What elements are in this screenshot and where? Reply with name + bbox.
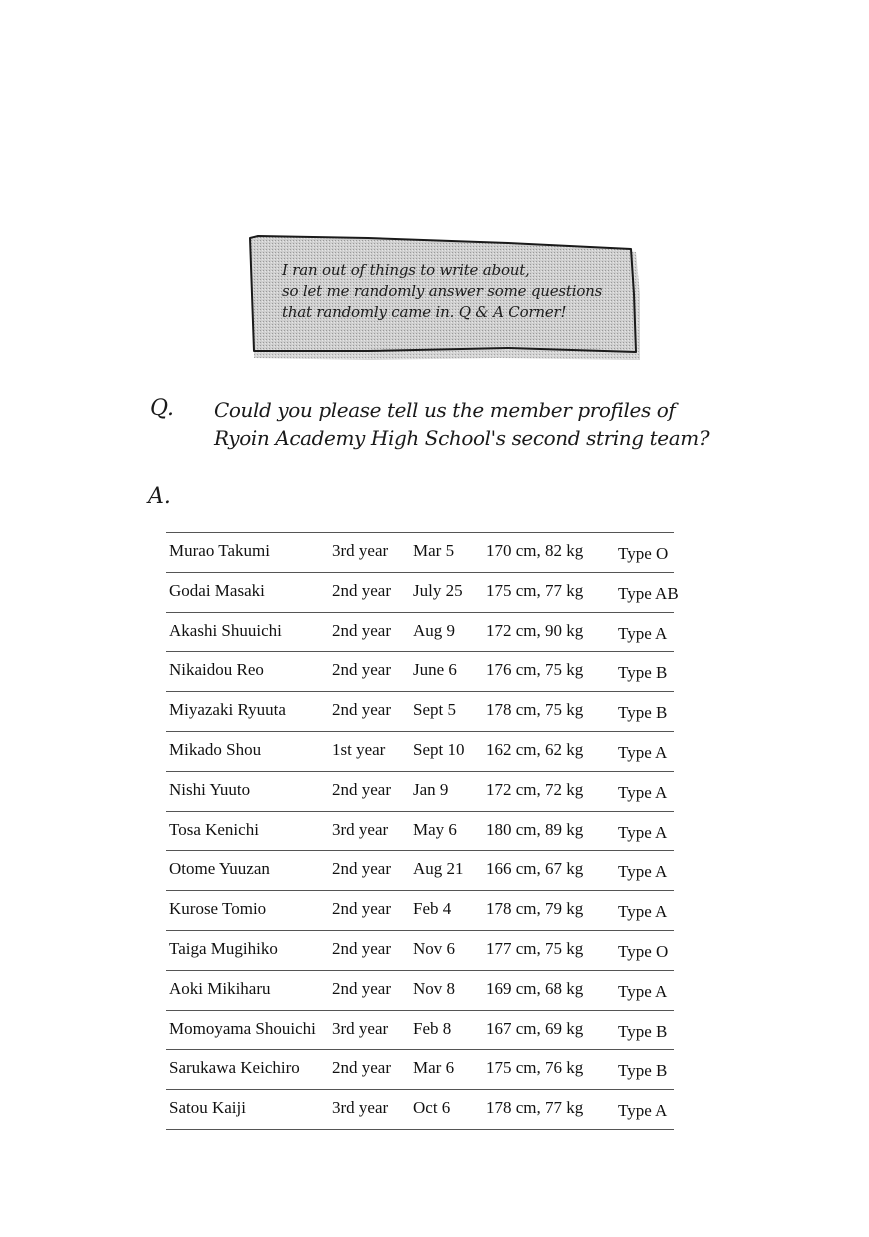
member-birthday: Feb 8 bbox=[413, 1018, 452, 1038]
member-blood-type: Type A bbox=[618, 822, 668, 842]
member-name: Nishi Yuuto bbox=[169, 779, 251, 799]
member-name: Miyazaki Ryuuta bbox=[169, 700, 286, 720]
member-blood-type: Type B bbox=[618, 663, 668, 683]
member-birthday: Jan 9 bbox=[413, 779, 449, 799]
member-birthday: Nov 8 bbox=[413, 978, 456, 998]
table-row bbox=[166, 930, 674, 970]
member-name: Taiga Mugihiko bbox=[169, 938, 278, 958]
member-name: Nikaidou Reo bbox=[169, 660, 264, 680]
question-line: Ryoin Academy High School's second string team? bbox=[214, 426, 710, 450]
member-birthday: Nov 6 bbox=[413, 938, 456, 958]
note-box bbox=[248, 234, 636, 352]
member-blood-type: Type O bbox=[618, 941, 669, 961]
table-row bbox=[166, 612, 674, 652]
member-year: 2nd year bbox=[332, 859, 392, 879]
member-profile-table bbox=[166, 532, 679, 1130]
member-height-weight: 166 cm, 67 kg bbox=[486, 859, 584, 879]
member-year: 2nd year bbox=[332, 580, 392, 600]
table-row bbox=[166, 1010, 674, 1050]
member-birthday: July 25 bbox=[413, 580, 463, 600]
table-row bbox=[166, 691, 674, 731]
member-birthday: Mar 5 bbox=[413, 541, 455, 560]
member-blood-type: Type B bbox=[618, 703, 668, 723]
member-name: Godai Masaki bbox=[169, 580, 265, 600]
table-row bbox=[166, 890, 674, 930]
note-line: so let me randomly answer some questions bbox=[282, 282, 603, 300]
answer-label: A. bbox=[148, 484, 171, 509]
member-height-weight: 172 cm, 72 kg bbox=[486, 779, 584, 799]
table-row bbox=[166, 850, 674, 890]
member-blood-type: Type A bbox=[618, 623, 668, 643]
member-birthday: Sept 5 bbox=[413, 700, 456, 720]
member-blood-type: Type B bbox=[618, 1021, 668, 1041]
member-name: Murao Takumi bbox=[169, 541, 270, 560]
member-name: Satou Kaiji bbox=[169, 1098, 246, 1118]
member-year: 2nd year bbox=[332, 620, 392, 640]
member-year: 2nd year bbox=[332, 660, 392, 680]
member-name: Tosa Kenichi bbox=[169, 819, 259, 839]
member-name: Akashi Shuuichi bbox=[169, 620, 282, 640]
member-birthday: Feb 4 bbox=[413, 899, 452, 919]
member-birthday: May 6 bbox=[413, 819, 457, 839]
table-row bbox=[166, 811, 674, 851]
member-height-weight: 175 cm, 77 kg bbox=[486, 580, 584, 600]
member-year: 2nd year bbox=[332, 938, 392, 958]
table-row bbox=[166, 572, 679, 612]
member-year: 1st year bbox=[332, 739, 386, 759]
member-name: Kurose Tomio bbox=[169, 899, 267, 919]
member-height-weight: 172 cm, 90 kg bbox=[486, 620, 584, 640]
member-height-weight: 178 cm, 77 kg bbox=[486, 1098, 584, 1118]
member-birthday: Aug 21 bbox=[413, 859, 464, 879]
member-year: 3rd year bbox=[332, 541, 389, 560]
table-row bbox=[166, 771, 674, 811]
member-height-weight: 177 cm, 75 kg bbox=[486, 938, 584, 958]
note-line: that randomly came in. Q & A Corner! bbox=[282, 303, 567, 321]
member-height-weight: 178 cm, 75 kg bbox=[486, 700, 584, 720]
table-row bbox=[166, 532, 674, 572]
member-birthday: Sept 10 bbox=[413, 739, 465, 759]
member-height-weight: 169 cm, 68 kg bbox=[486, 978, 584, 998]
question-text bbox=[214, 396, 709, 452]
table-row bbox=[166, 1049, 674, 1089]
member-blood-type: Type AB bbox=[618, 583, 679, 603]
member-blood-type: Type A bbox=[618, 981, 668, 1001]
member-year: 2nd year bbox=[332, 1058, 392, 1078]
member-height-weight: 170 cm, 82 kg bbox=[486, 541, 584, 560]
member-height-weight: 167 cm, 69 kg bbox=[486, 1018, 584, 1038]
member-height-weight: 176 cm, 75 kg bbox=[486, 660, 584, 680]
member-year: 2nd year bbox=[332, 978, 392, 998]
member-blood-type: Type A bbox=[618, 1101, 668, 1121]
member-year: 2nd year bbox=[332, 899, 392, 919]
member-height-weight: 162 cm, 62 kg bbox=[486, 739, 584, 759]
member-height-weight: 178 cm, 79 kg bbox=[486, 899, 584, 919]
member-name: Mikado Shou bbox=[169, 739, 262, 759]
member-blood-type: Type A bbox=[618, 782, 668, 802]
question-line: Could you please tell us the member profiles of bbox=[214, 398, 676, 422]
member-name: Momoyama Shouichi bbox=[169, 1018, 316, 1038]
member-year: 3rd year bbox=[332, 1098, 389, 1118]
member-year: 2nd year bbox=[332, 779, 392, 799]
member-birthday: Oct 6 bbox=[413, 1098, 451, 1118]
table-row bbox=[166, 1089, 674, 1130]
table-row bbox=[166, 731, 674, 771]
member-birthday: June 6 bbox=[413, 660, 457, 680]
member-birthday: Aug 9 bbox=[413, 620, 456, 640]
question-label: Q. bbox=[150, 396, 174, 421]
member-name: Otome Yuuzan bbox=[169, 859, 270, 879]
note-line: I ran out of things to write about, bbox=[282, 261, 530, 279]
table-row bbox=[166, 970, 674, 1010]
member-blood-type: Type B bbox=[618, 1061, 668, 1081]
member-height-weight: 175 cm, 76 kg bbox=[486, 1058, 584, 1078]
member-name: Sarukawa Keichiro bbox=[169, 1058, 300, 1078]
member-year: 2nd year bbox=[332, 700, 392, 720]
member-year: 3rd year bbox=[332, 1018, 389, 1038]
member-blood-type: Type A bbox=[618, 862, 668, 882]
member-year: 3rd year bbox=[332, 819, 389, 839]
member-height-weight: 180 cm, 89 kg bbox=[486, 819, 584, 839]
member-blood-type: Type A bbox=[618, 902, 668, 922]
table-row bbox=[166, 651, 674, 691]
member-name: Aoki Mikiharu bbox=[169, 978, 271, 998]
member-blood-type: Type O bbox=[618, 544, 669, 563]
note-text bbox=[282, 260, 602, 323]
member-blood-type: Type A bbox=[618, 742, 668, 762]
member-birthday: Mar 6 bbox=[413, 1058, 455, 1078]
